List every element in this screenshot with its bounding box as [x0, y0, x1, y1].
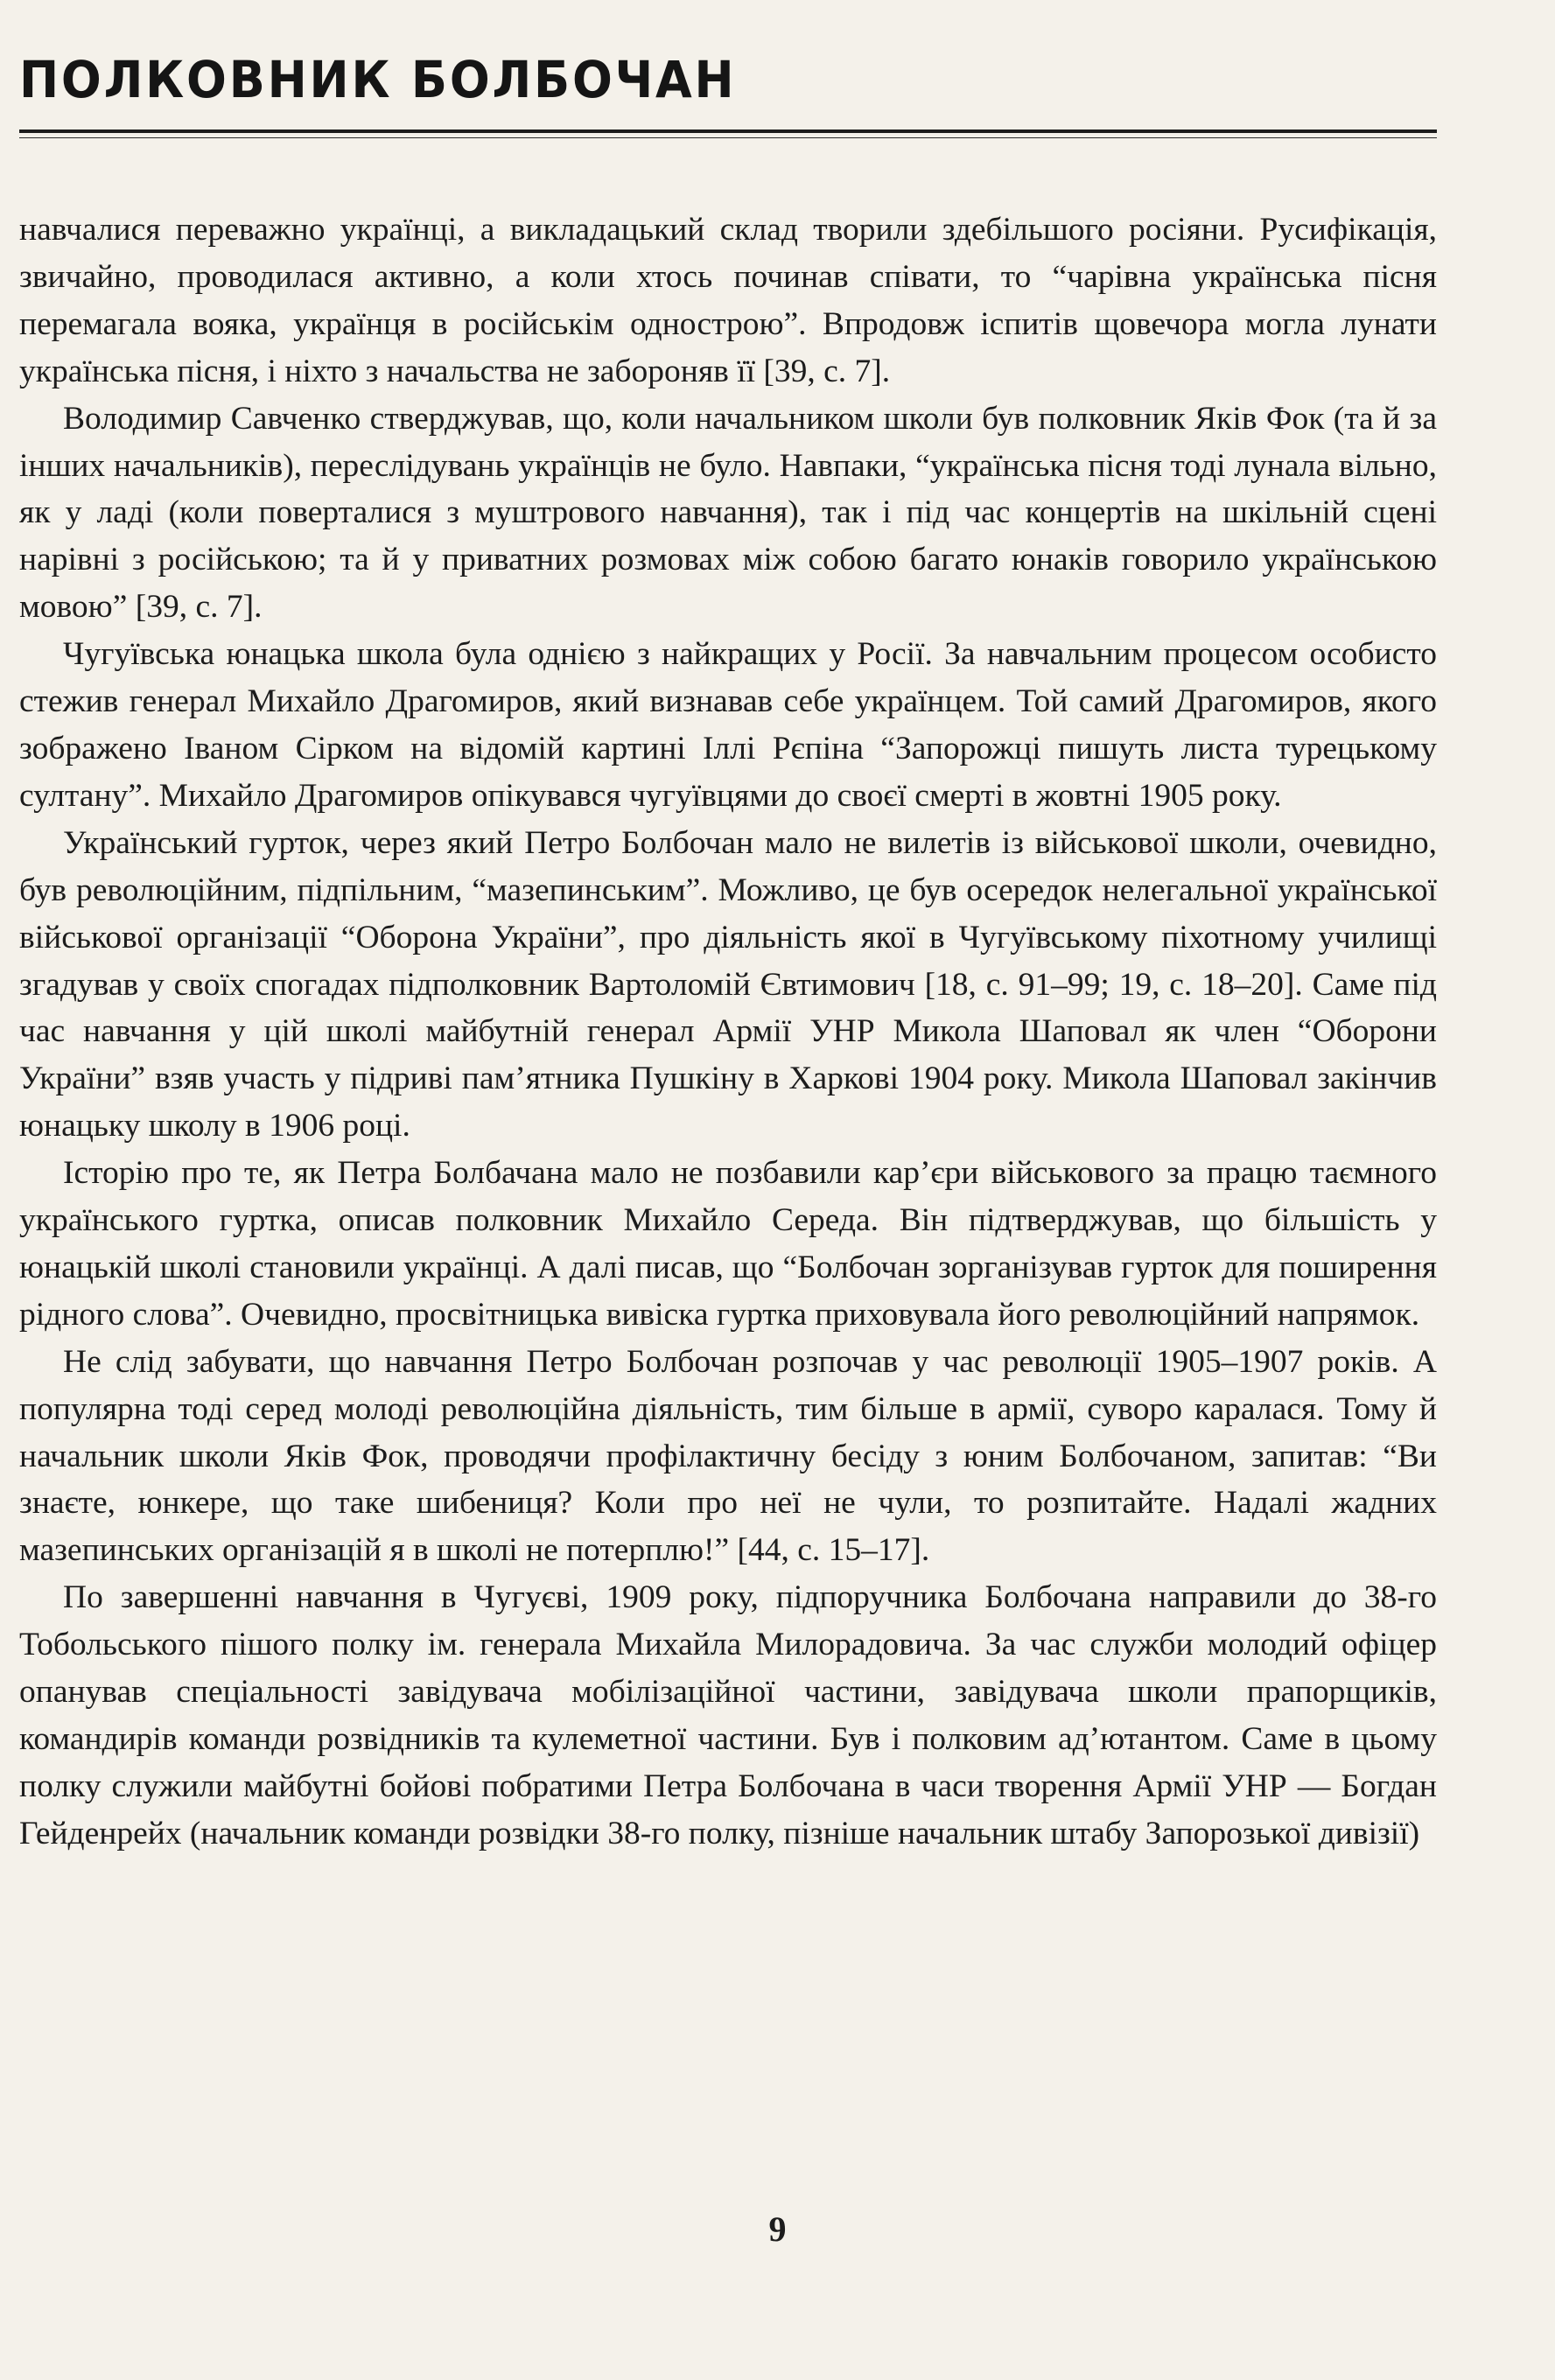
body-text — [19, 206, 1437, 1858]
paragraph: По завершенні навчання в Чугуєві, 1909 року, підпоручника Болбочана направили до 38-го Тобольського пішого полку ім. генерала Михайла Милорадовича. За час служби молодий офіцер опанував спеціальності завідувача мобілізаційної частини, завідувача школи прапорщиків, командирів команди розвідників та кулеметної частини. Був і полковим ад’ютантом. Саме в цьому полку служили майбутні бойові побратими Петра Болбочана в часи творення Армії УНР — Богдан Гейденрейх (начальник команди розвідки 38-го полку, пізніше начальник штабу Запорозької дивізії) — [19, 1579, 1437, 1852]
paragraph: Володимир Савченко стверджував, що, коли начальником школи був полковник Яків Фок (та й за інших начальників), переслідувань українців не було. Навпаки, “українська пісня тоді лунала вільно, як у ладі (коли поверталися з муштрового навчання), так і під час концертів на шкільній сцені нарівні з російською; та й у приватних розмовах між собою багато юнаків говорило українською мовою” [39, с. 7]. — [19, 400, 1437, 626]
paragraph: Не слід забувати, що навчання Петро Болбочан розпочав у час революції 1905–1907 років. А популярна тоді серед молоді революційна діяльність, тим більше в армії, суворо каралася. Тому й начальник школи Яків Фок, проводячи профілактичну бесіду з юним Болбочаном, запитав: “Ви знаєте, юнкере, що таке шибениця? Коли про неї не чули, то розпитайте. Надалі жадних мазепинських організацій я в школі не потерплю!” [44, с. 15–17]. — [19, 1343, 1437, 1569]
paragraph: Чугуївська юнацька школа була однією з найкращих у Росії. За навчальним процесом особисто стежив генерал Михайло Драгомиров, який визнавав себе українцем. Той самий Драгомиров, якого зображено Іваном Сірком на відомій картині Іллі Рєпіна “Запорожці пишуть листа турецькому султану”. Михайло Драгомиров опікувався чугуївцями до своєї смерті в жовтні 1905 року. — [19, 636, 1437, 814]
running-header-title: ПОЛКОВНИК БОЛБОЧАН — [19, 50, 737, 109]
paragraph: Історію про те, як Петра Болбачана мало не позбавили кар’єри військового за працю таємного українського гуртка, описав полковник Михайло Середа. Він підтверджував, що більшість у юнацькій школі становили українці. А далі писав, що “Болбочан зорганізував гурток для поширення рідного слова”. Очевидно, просвітницька вивіска гуртка приховувала його революційний напрямок. — [19, 1155, 1437, 1333]
paragraph: Український гурток, через який Петро Болбочан мало не вилетів із військової школи, очевидно, був революційним, підпільним, “мазепинським”. Можливо, це був осередок нелегальної української військової організації “Оборона України”, про діяльність якої в Чугуївському піхотному училищі згадував у своїх спогадах підполковник Вартоломій Євтимович [18, с. 91–99; 19, с. 18–20]. Саме під час навчання у цій школі майбутній генерал Армії УНР Микола Шаповал як член “Оборони України” взяв участь у підриві пам’ятника Пушкіну в Харкові 1904 року. Микола Шаповал закінчив юнацьку школу в 1906 році. — [19, 824, 1437, 1144]
paragraph: навчалися переважно українці, а викладацький склад творили здебільшого росіяни. Русифікація, звичайно, проводилася активно, а коли хтось починав співати, то “чарівна українська пісня перемагала вояка, українця в російськім однострою”. Впродовж іспитів щовечора могла лунати українська пісня, і ніхто з начальства не забороняв її [39, с. 7]. — [19, 212, 1437, 389]
header-rule-thin — [19, 137, 1437, 138]
page-number: 9 — [768, 2209, 787, 2249]
header-rule-thick — [19, 130, 1437, 133]
running-header — [19, 50, 1437, 109]
